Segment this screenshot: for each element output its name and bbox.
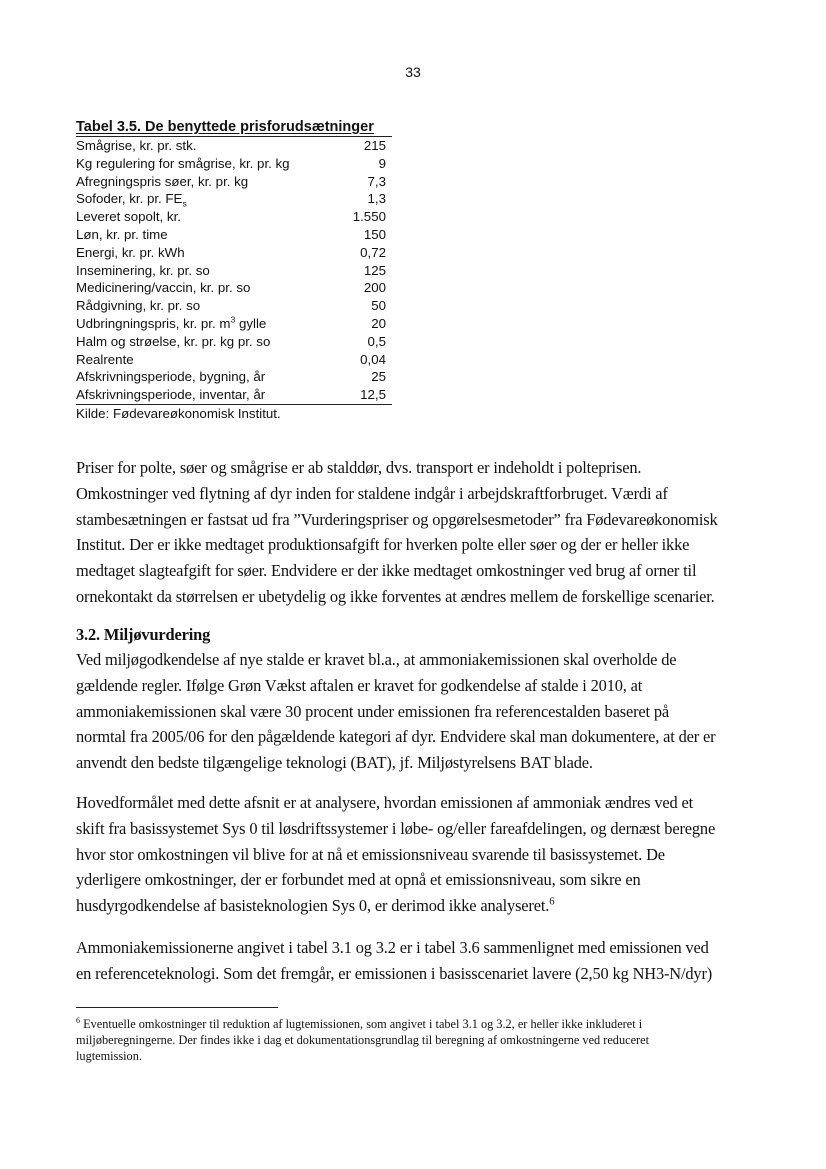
row-label: [76, 208, 181, 226]
text-line-content: gældende regler. Ifølge Grøn Vækst aftalen er kravet for godkendelse af stalde i 2010, at: [76, 675, 643, 695]
row-value: 25: [371, 369, 386, 385]
row-label-suffix: gylle: [235, 315, 267, 331]
table-row: [76, 368, 392, 386]
footnote-line: [76, 1048, 756, 1064]
table-row: [76, 351, 392, 369]
row-label-text: Sofoder, kr. pr. FE: [76, 191, 183, 207]
footnote-text: Eventuelle omkostninger til reduktion af lugtemissionen, som angivet i tabel 3.1 og 3.2, er heller ikke inkluderet i: [80, 1017, 643, 1031]
text-line: [76, 455, 756, 481]
footnote-text: lugtemission.: [76, 1049, 142, 1063]
row-label: [76, 137, 196, 155]
text-line-content: yderligere omkostninger, der er forbundet med at opnå et emissionsniveau, som sikre en: [76, 870, 641, 890]
text-line-content: ammoniakemissionen skal være 30 procent under emissionen fra referencestalden baseret på: [76, 701, 670, 721]
row-value: 150: [363, 226, 386, 242]
text-line-content: Hovedformålet med dette afsnit er at analysere, hvordan emissionen af ammoniak ændres ved et: [76, 793, 694, 812]
row-label: [76, 262, 210, 280]
text-line: [76, 790, 756, 816]
text-line: [76, 750, 756, 776]
row-label-text: Energi, kr. pr. kWh: [76, 244, 185, 260]
text-line: [76, 867, 756, 893]
row-label: [76, 333, 270, 351]
text-line-content: anvendt den bedste tilgængelige teknologi (BAT), jf. Miljøstyrelsens BAT blade.: [76, 753, 593, 773]
paragraph-purpose: [76, 790, 756, 919]
text-line-content: stambesætningen er fastsat ud fra ”Vurderingspriser og opgørelsesmetoder” fra Fødevareøkonomisk: [76, 509, 718, 529]
row-label: [76, 190, 187, 208]
table-row: [76, 137, 392, 155]
table-row: [76, 244, 392, 262]
row-label-superscript: 3: [230, 314, 236, 325]
row-value: 125: [363, 262, 386, 278]
row-value: 0,04: [360, 351, 386, 367]
paragraph-prices: [76, 455, 756, 610]
text-line: [76, 647, 756, 673]
text-line-content: husdyrgodkendelse af basisteknologien Sys 0, er derimod ikke analyseret.: [76, 896, 550, 916]
row-label-text: Kg regulering for smågrise, kr. pr. kg: [76, 155, 290, 171]
page-number: 33: [405, 64, 421, 80]
row-label: [76, 351, 134, 369]
text-line-content: medtaget slagteafgift for søer. Endvidere er der ikke medtaget omkostninger ved brug af orner til: [76, 561, 697, 581]
row-value: 50: [371, 298, 386, 314]
text-line: [76, 558, 756, 584]
row-label-text: Leveret sopolt, kr.: [76, 209, 181, 225]
row-label: [76, 244, 185, 262]
footnote-line: [76, 1016, 756, 1032]
row-value: 0,5: [367, 333, 386, 349]
row-label-text: Rådgivning, kr. pr. so: [76, 298, 201, 314]
text-line: [76, 481, 756, 507]
row-value: 0,72: [360, 244, 386, 260]
text-line-content: Omkostninger ved flytning af dyr inden for staldene indgår i arbejdskraftforbruget. Værdi af: [76, 483, 668, 503]
table-row: [76, 226, 392, 244]
row-value: 7,3: [367, 173, 386, 189]
text-line: [76, 961, 756, 987]
row-label-text: Afskrivningsperiode, inventar, år: [76, 387, 266, 403]
footnote-number: 6: [76, 1015, 80, 1025]
text-line: [76, 842, 756, 868]
section-heading: [76, 622, 756, 648]
row-label: [76, 386, 265, 404]
text-line: [76, 507, 756, 533]
row-value: 1,3: [367, 191, 386, 207]
text-line: [76, 699, 756, 725]
text-line-content: en referenceteknologi. Som det fremgår, er emissionen i basisscenariet lavere (2,50 kg NH3-N/dyr): [76, 963, 713, 983]
text-line-content: Institut. Der er ikke medtaget produktionsafgift for hverken polte eller søer og der er heller ikke: [76, 535, 690, 555]
table-row: [76, 315, 392, 333]
row-label: [76, 173, 248, 191]
row-label-text: Afregningspris søer, kr. pr. kg: [76, 173, 249, 189]
footnote-line: [76, 1032, 756, 1048]
footnote-reference[interactable]: 6: [549, 896, 555, 908]
text-line-content: Priser for polte, søer og smågrise er ab stalddør, dvs. transport er indeholdt i polteprisen.: [76, 458, 642, 477]
section-heading-text: 3.2. Miljøvurdering: [76, 625, 211, 644]
footnote: [76, 1016, 756, 1064]
table-source: Kilde: Fødevareøkonomisk Institut.: [76, 405, 281, 421]
row-label-text: Udbringningspris, kr. pr. m: [76, 315, 231, 331]
row-value: 215: [363, 138, 386, 153]
table-row: [76, 279, 392, 297]
text-line-content: Ved miljøgodkendelse af nye stalde er kravet bl.a., at ammoniakemissionen skal overholde de: [76, 650, 677, 669]
text-line-content: normtal fra 2005/06 for den pågældende kategori af dyr. Endvidere skal man dokumentere, at der er: [76, 727, 716, 747]
footnote-text: miljøberegningerne. Der findes ikke i dag et dokumentationsgrundlag til beregning af omkostningerne ved reduceret: [76, 1033, 649, 1047]
table-row: [76, 262, 392, 280]
row-value: 9: [378, 155, 386, 171]
table-row: [76, 190, 392, 208]
text-line: [76, 532, 756, 558]
row-label-text: Løn, kr. pr. time: [76, 226, 168, 242]
row-label-text: Halm og strøelse, kr. pr. kg pr. so: [76, 333, 271, 349]
table-title: Tabel 3.5. De benyttede prisforudsætninger: [76, 119, 392, 137]
row-label: [76, 226, 168, 244]
row-value: 20: [371, 315, 386, 331]
text-line: [76, 584, 756, 610]
table-row: [76, 333, 392, 351]
text-line: [76, 724, 756, 750]
paragraph-environment: [76, 647, 756, 776]
table-row: [76, 173, 392, 191]
text-line: [76, 673, 756, 699]
text-line-content: Ammoniakemissionerne angivet i tabel 3.1 og 3.2 er i tabel 3.6 sammenlignet med emissionen ved: [76, 938, 709, 957]
text-line: [76, 893, 756, 919]
row-label-text: Afskrivningsperiode, bygning, år: [76, 369, 266, 385]
row-label: [76, 368, 265, 386]
row-label-text: Medicinering/vaccin, kr. pr. so: [76, 280, 251, 296]
row-label-text: Realrente: [76, 351, 134, 367]
table-body: [76, 137, 392, 405]
row-label: [76, 155, 290, 173]
text-line-content: ornekontakt da størrelsen er ubetydelig og ikke forventes at ændres mellem de forskellige scenarier.: [76, 586, 715, 606]
row-value: 12,5: [360, 387, 386, 403]
table-row: [76, 297, 392, 315]
row-label: [76, 279, 250, 297]
row-label-text: Smågrise, kr. pr. stk.: [76, 138, 197, 153]
table-row: [76, 386, 392, 404]
table-row: [76, 208, 392, 226]
table-row: [76, 155, 392, 173]
paragraph-ammonia: [76, 935, 756, 987]
row-label: [76, 315, 266, 333]
row-label-subscript: s: [182, 199, 187, 210]
row-value: 200: [363, 280, 386, 296]
row-label: [76, 297, 200, 315]
text-line: [76, 816, 756, 842]
footnote-divider: [76, 1007, 278, 1008]
text-line-content: skift fra basissystemet Sys 0 til løsdriftssystemer i løbe- og/eller fareafdelingen, og dernæst beregne: [76, 818, 716, 838]
row-label-text: Inseminering, kr. pr. so: [76, 262, 210, 278]
row-value: 1.550: [352, 209, 386, 225]
price-assumptions-table: [76, 119, 392, 422]
text-line-content: hvor stor omkostningen vil blive for at nå et emissionsniveau svarende til basissystemet. De: [76, 844, 665, 864]
text-line: [76, 935, 756, 961]
